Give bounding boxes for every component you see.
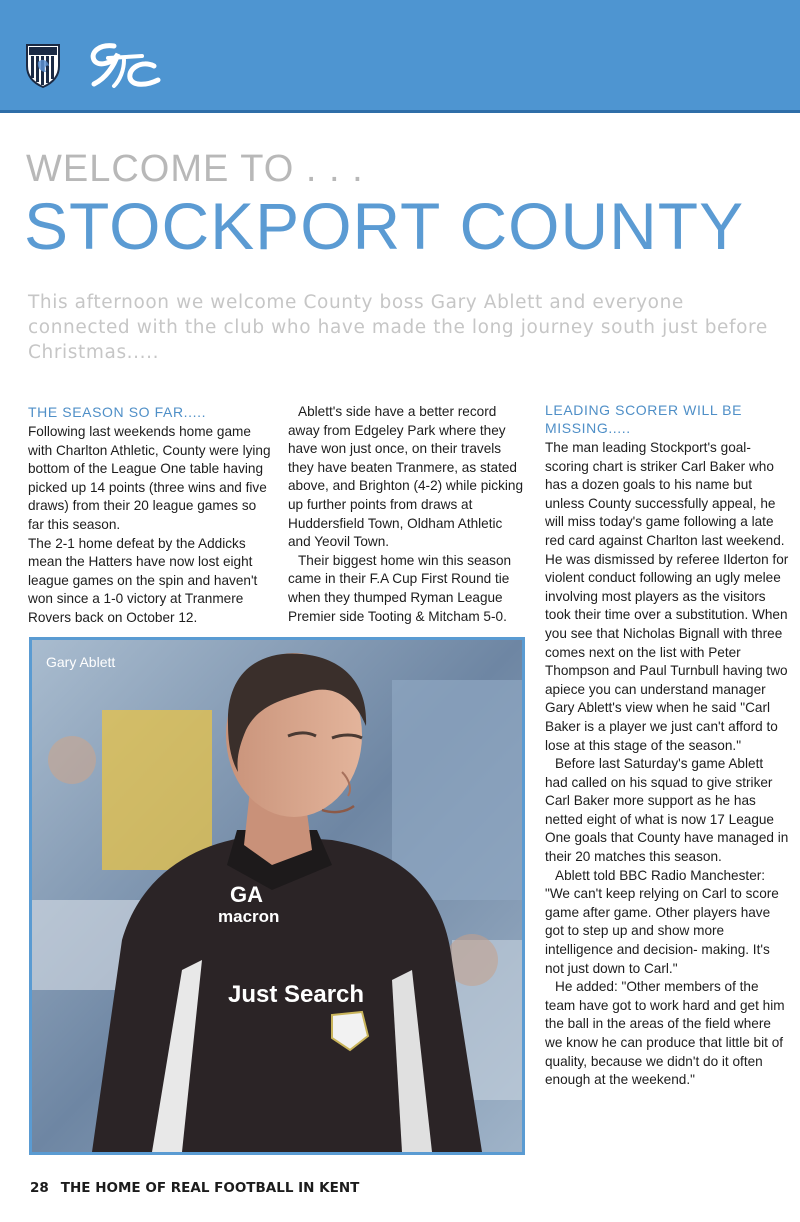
column-season-so-far [28,403,274,628]
gfc-monogram-icon [84,40,166,90]
page-title: STOCKPORT COUNTY [24,189,745,263]
section-heading-season: THE SEASON SO FAR..... [28,404,207,420]
shirt-sponsor: Just Search [228,981,365,1008]
intro-paragraph: This afternoon we welcome County boss Gary Ablett and everyone connected with the club who have made the long journey south just before Christmas..... [28,292,768,363]
footer-tagline: THE HOME OF REAL FOOTBALL IN KENT [60,1180,360,1196]
column-away-record [288,403,526,626]
scorer-paragraph-4: He added: "Other members of the team have got to work hard and get him the ball in the areas of the field where we know he can produce that little bit of quality, because we didn't do it often enough at the weekend." [545,979,785,1088]
manager-photo [29,637,525,1155]
away-paragraph-1: Ablett's side have a better record away from Edgeley Park where they have won just once, on their travels they have beaten Tranmere, as stated above, and Brighton (4-2) while picking up further points from draws at Huddersfield Town, Oldham Athletic and Yeovil Town. [288,404,524,550]
season-paragraph-2: The 2-1 home defeat by the Addicks mean the Hatters have now lost eight league games on the spin and haven't won since a 1-0 victory at Tranmere Rovers back on October 12. [28,535,258,625]
season-paragraph-1: Following last weekends home game with Charlton Athletic, County were lying bottom of the League One table having picked up 14 points (three wins and five draws) from their 20 league games so far this season. [28,424,271,532]
shirt-initials: GA [230,882,263,907]
scorer-paragraph-1: The man leading Stockport's goal-scoring chart is striker Carl Baker who has a dozen goals to his name but unless County successfully appeal, he will miss today's game following a late red card against Charlton last weekend. He was dismissed by referee Ilderton for violent conduct following an ugly melee involving most players as the visitors took their time over a substitution. When you see that Nicholas Bignall with three comes next on the list with Peter Thompson and Paul Turnbull having two apiece you can understand manager Gary Ablett's view when he said "Carl Baker is a player we just can't afford to lose at this stage of the season." [545,440,789,753]
scorer-paragraph-3: Ablett told BBC Radio Manchester: "We can't keep relying on Carl to score game after game. Other players have got to step up and show more intelligence and decision- making. It's not just down to Carl." [545,867,779,976]
club-crest-icon [24,42,62,88]
header-banner [0,0,800,113]
scorer-paragraph-2: Before last Saturday's game Ablett had called on his squad to give striker Carl Baker more support as he has netted eight of what is now 17 League One goals that County have managed in their 20 matches this season. [545,756,789,865]
photo-caption: Gary Ablett [46,654,116,670]
away-paragraph-2: Their biggest home win this season came in their F.A Cup First Round tie when they thumped Ryman League Premier side Tooting & Mitcham 5-0. [288,552,512,624]
kicker-text: WELCOME TO . . . [26,148,364,190]
column-leading-scorer [545,401,789,1090]
page-number: 28 [30,1180,49,1196]
section-heading-scorer: LEADING SCORER WILL BE MISSING..... [545,402,743,436]
shirt-brand: macron [218,907,280,926]
manager-photo-illustration [32,640,522,1152]
page-footer [30,1180,359,1196]
